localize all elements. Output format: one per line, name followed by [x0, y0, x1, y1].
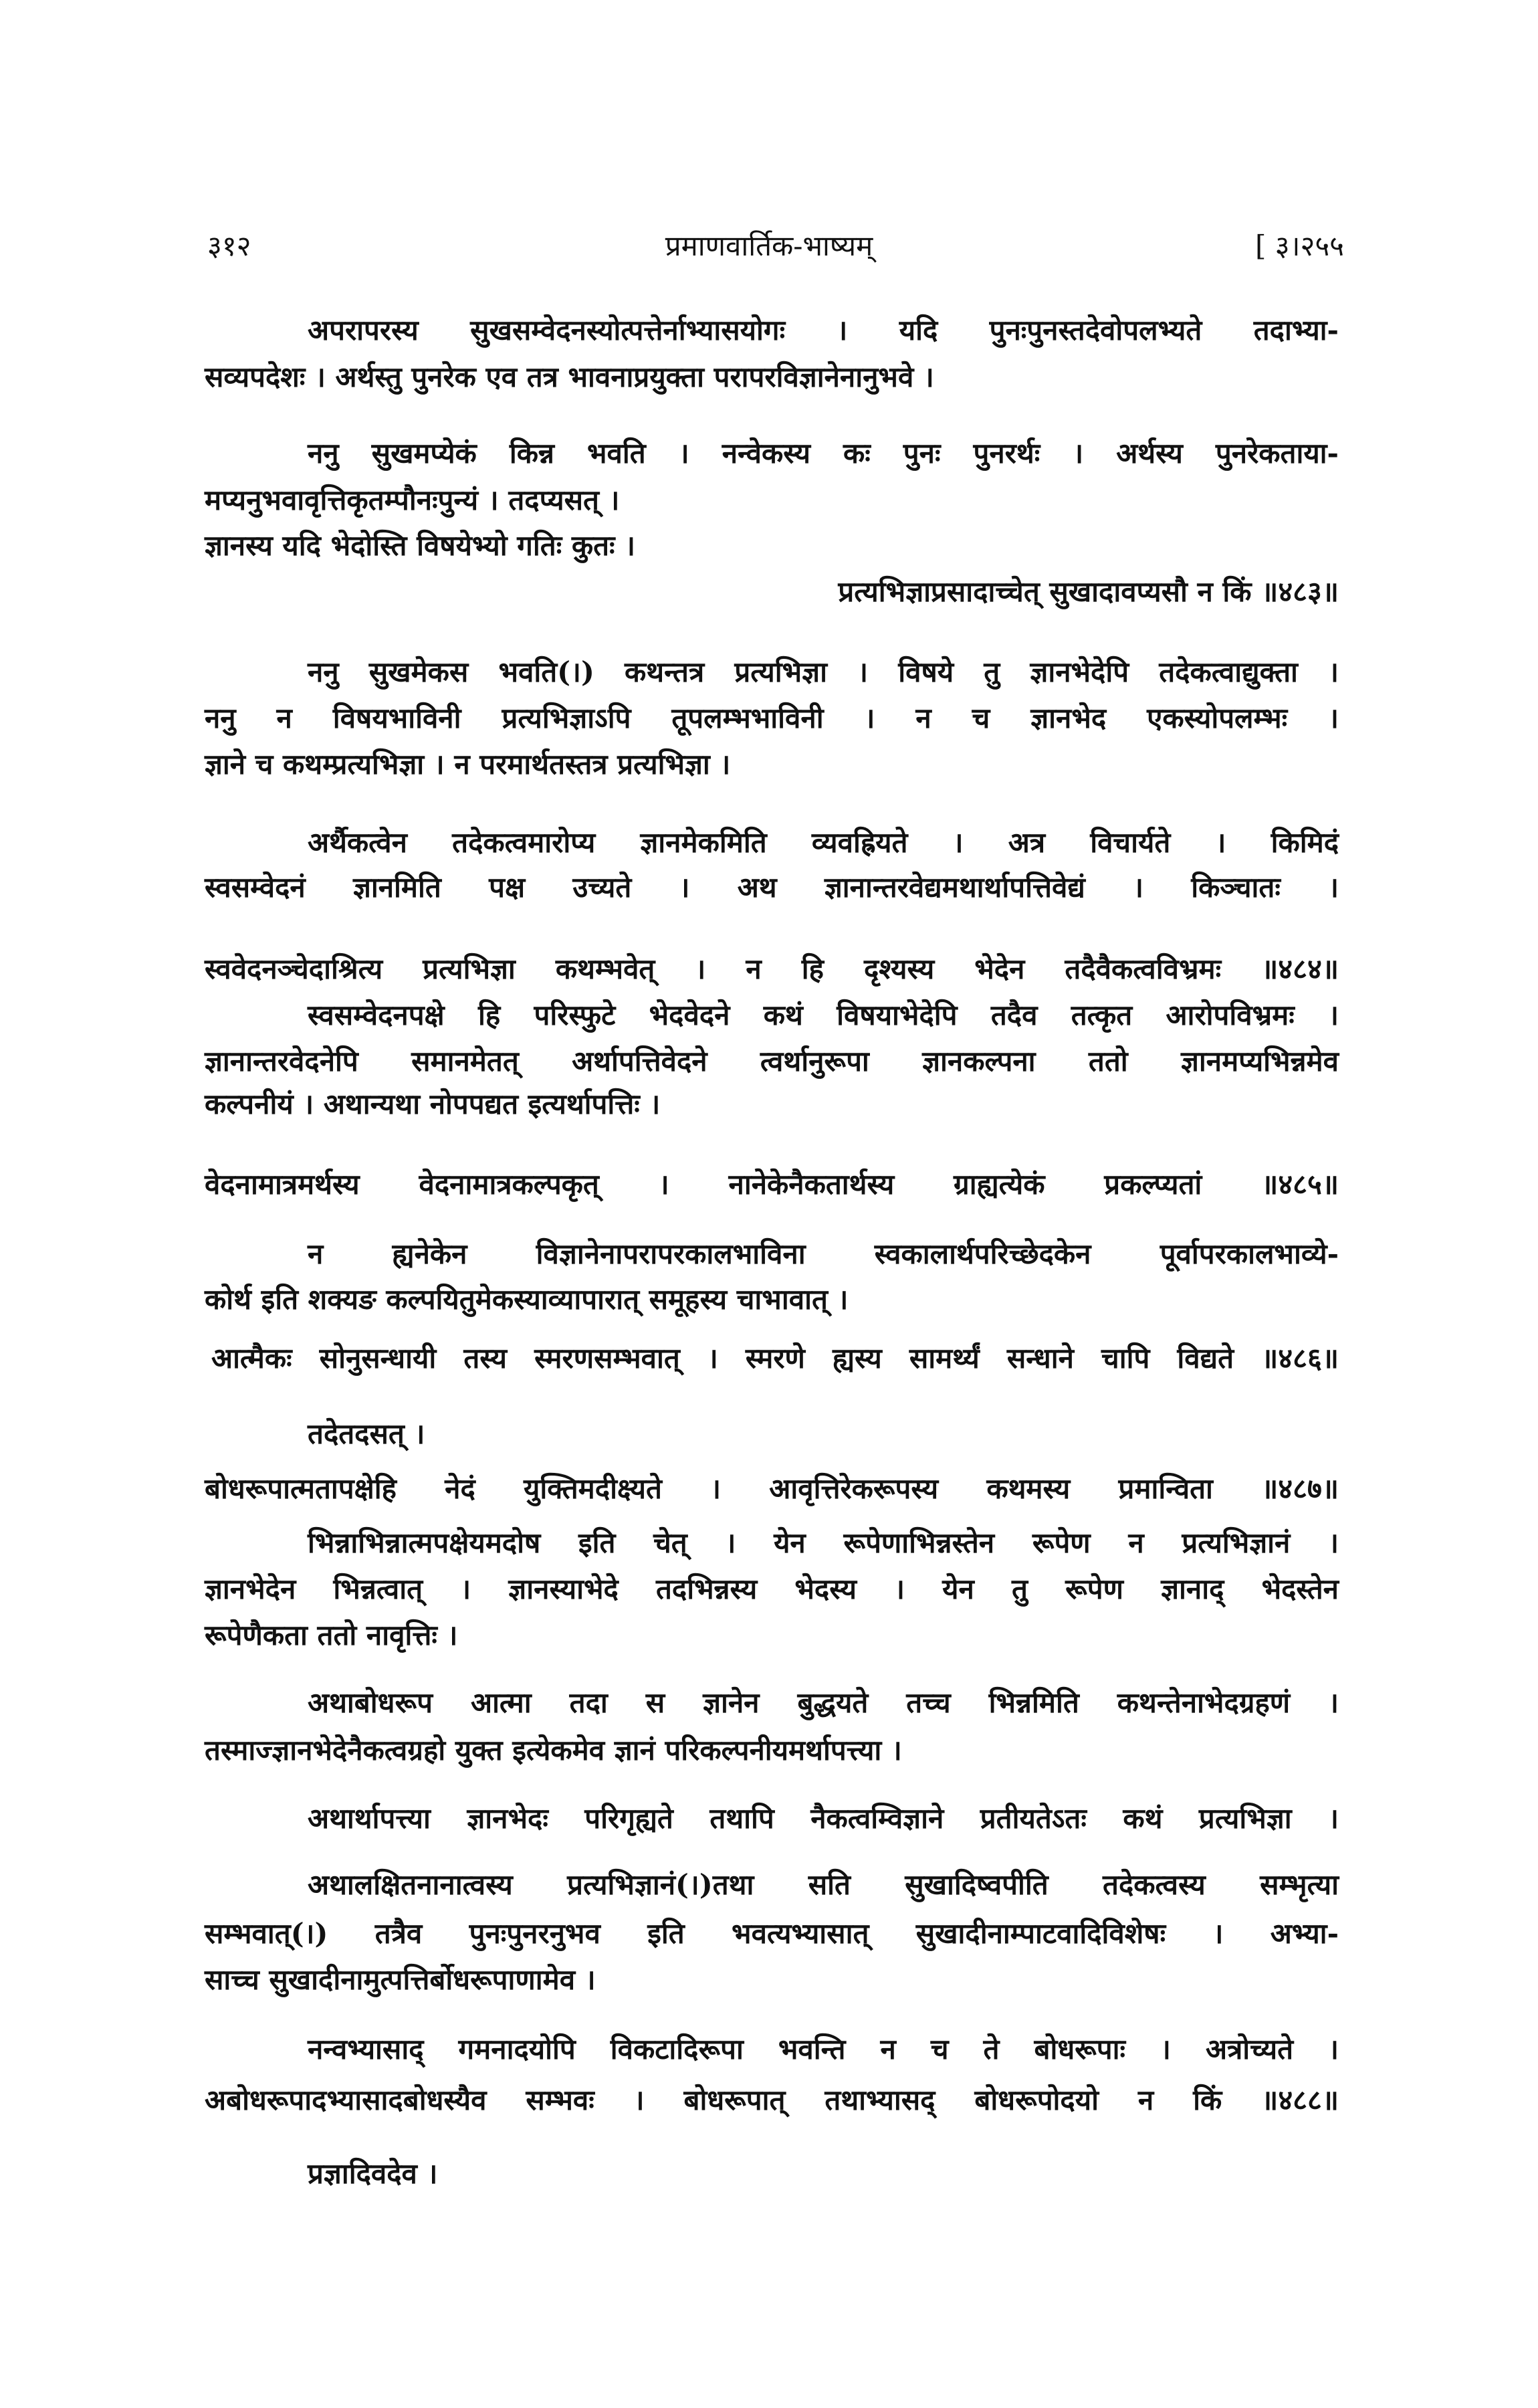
running-title: प्रमाणवार्तिक-भाष्यम् [665, 229, 873, 262]
verse-line: आत्मैकः सोनुसन्धायी तस्य स्मरणसम्भवात् । स्मरणे ह्यस्य सामर्थ्यं सन्धाने चापि विद्यते ॥४८६॥ [211, 1342, 1339, 1375]
verse-line: ज्ञानस्य यदि भेदोस्ति विषयेभ्यो गतिः कुतः । [205, 529, 636, 562]
page-number: ३१२ [207, 229, 251, 262]
text-line: अर्थैकत्वेन तदेकत्वमारोप्य ज्ञानमेकमिति व्यवह्रियते । अत्र विचार्यते । किमिदं [308, 826, 1339, 859]
verse-line: बोधरूपात्मतापक्षेहि नेदं युक्तिमदीक्ष्यते । आवृत्तिरेकरूपस्य कथमस्य प्रमान्विता ॥४८७॥ [205, 1472, 1339, 1505]
text-line: ननु सुखमप्येकं किन्न भवति । नन्वेकस्य कः पुनः पुनरर्थः । अर्थस्य पुनरेकताया- [308, 437, 1339, 470]
verse-line: प्रत्यभिज्ञाप्रसादाच्चेत् सुखादावप्यसौ न किं ॥४८३॥ [838, 575, 1339, 608]
text-line: ननु सुखमेकस भवति(।) कथन्तत्र प्रत्यभिज्ञा । विषये तु ज्ञानभेदेपि तदेकत्वाद्युक्ता । [308, 656, 1339, 688]
text-line: सम्भवात्(।) तत्रैव पुनःपुनरनुभव इति भवत्यभ्यासात् सुखादीनाम्पाटवादिविशेषः । अभ्या- [205, 1917, 1339, 1950]
text-line: अथाबोधरूप आत्मा तदा स ज्ञानेन बुद्धयते तच्च भिन्नमिति कथन्तेनाभेदग्रहणं । [308, 1686, 1339, 1719]
text-line: ज्ञानान्तरवेदनेपि समानमेतत् अर्थापत्तिवेदने त्वर्थानुरूपा ज्ञानकल्पना ततो ज्ञानमप्यभिन्नमेव [205, 1045, 1339, 1078]
verse-line: अबोधरूपादभ्यासादबोधस्यैव सम्भवः । बोधरूपात् तथाभ्यासद् बोधरूपोदयो न किं ॥४८८॥ [205, 2084, 1339, 2116]
text-line: भिन्नाभिन्नात्मपक्षेयमदोष इति चेत् । येन रूपेणाभिन्नस्तेन रूपेण न प्रत्यभिज्ञानं । [308, 1526, 1339, 1559]
text-line: तस्माज्ज्ञानभेदेनैकत्वग्रहो युक्त इत्येकमेव ज्ञानं परिकल्पनीयमर्थापत्त्या । [205, 1734, 902, 1767]
text-line: अपरापरस्य सुखसम्वेदनस्योत्पत्तेर्नाभ्यासयोगः । यदि पुनःपुनस्तदेवोपलभ्यते तदाभ्या- [308, 314, 1339, 346]
verse-line: स्ववेदनञ्चेदाश्रित्य प्रत्यभिज्ञा कथम्भवेत् । न हि दृश्यस्य भेदेन तदैवैकत्वविभ्रमः ॥४८४॥ [205, 952, 1339, 985]
verse-line: वेदनामात्रमर्थस्य वेदनामात्रकल्पकृत् । नानेकेनैकतार्थस्य ग्राह्यत्येकं प्रकल्प्यतां ॥४८५॥ [205, 1168, 1339, 1201]
text-line: ननु न विषयभाविनी प्रत्यभिज्ञाऽपि तूपलम्भभाविनी । न च ज्ञानभेद एकस्योपलम्भः । [205, 702, 1339, 734]
text-line: ज्ञाने च कथम्प्रत्यभिज्ञा । न परमार्थतस्तत्र प्रत्यभिज्ञा । [205, 748, 731, 781]
text-line: तदेतदसत् । [308, 1417, 425, 1450]
text-line: नन्वभ्यासाद् गमनादयोपि विकटादिरूपा भवन्ति न च ते बोधरूपाः । अत्रोच्यते । [308, 2033, 1339, 2066]
text-line: स्वसम्वेदनं ज्ञानमिति पक्ष उच्यते । अथ ज्ञानान्तरवेद्यमथार्थापत्तिवेद्यं । किञ्चातः । [205, 871, 1339, 904]
text-line: मप्यनुभवावृत्तिकृतम्पौनःपुन्यं । तदप्यसत् । [205, 484, 620, 516]
text-line: कोर्थ इति शक्यङ कल्पयितुमेकस्याव्यापारात् समूहस्य चाभावात् । [205, 1283, 849, 1316]
text-line: साच्च सुखादीनामुत्पत्तिर्बोधरूपाणामेव । [205, 1963, 596, 1996]
text-line: कल्पनीयं । अथान्यथा नोपपद्यत इत्यर्थापत्तिः । [205, 1088, 661, 1120]
text-line: प्रज्ञादिवदेव । [308, 2157, 438, 2190]
text-line: रूपेणैकता ततो नावृत्तिः । [205, 1619, 458, 1651]
section-reference: [ ३।२५५ [1254, 229, 1344, 262]
text-line: स्वसम्वेदनपक्षे हि परिस्फुटे भेदवेदने कथं विषयाभेदेपि तदैव तत्कृत आरोपविभ्रमः । [308, 999, 1339, 1031]
text-line: न ह्यनेकेन विज्ञानेनापरापरकालभाविना स्वकालार्थपरिच्छेदकेन पूर्वापरकालभाव्ये- [308, 1237, 1339, 1270]
text-line: सव्यपदेशः । अर्थस्तु पुनरेक एव तत्र भावनाप्रयुक्ता परापरविज्ञानेनानुभवे । [205, 361, 934, 393]
text-line: अथार्थापत्त्या ज्ञानभेदः परिगृह्यते तथापि नैकत्वम्विज्ञाने प्रतीयतेऽतः कथं प्रत्यभिज्ञा । [308, 1802, 1339, 1835]
text-line: अथालक्षितनानात्वस्य प्रत्यभिज्ञानं(।)तथा सति सुखादिष्वपीति तदेकत्वस्य सम्भृत्या [308, 1868, 1339, 1901]
text-line: ज्ञानभेदेन भिन्नत्वात् । ज्ञानस्याभेदे तदभिन्नस्य भेदस्य । येन तु रूपेण ज्ञानाद् भेदस्तेन [205, 1573, 1339, 1605]
